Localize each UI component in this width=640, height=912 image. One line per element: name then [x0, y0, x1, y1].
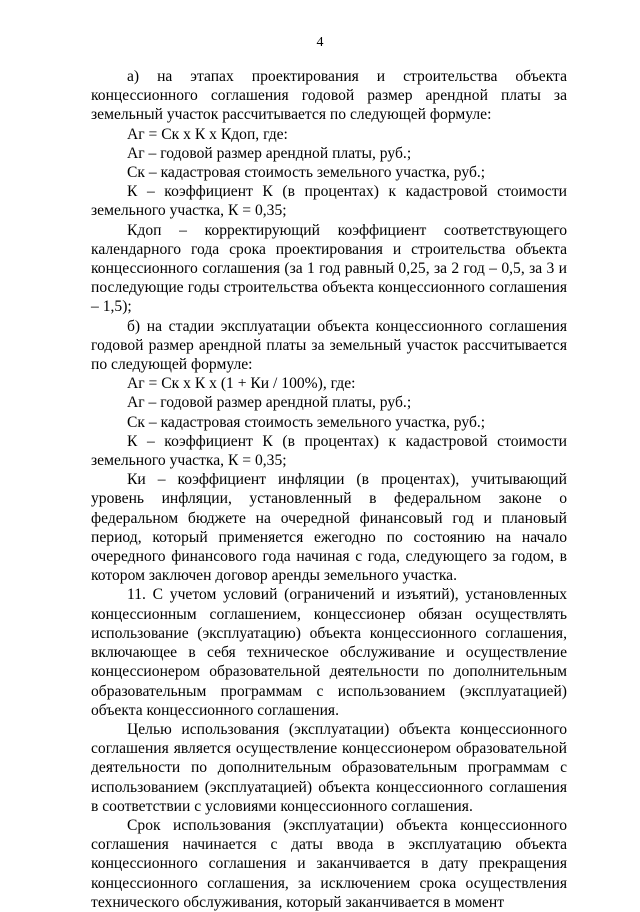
definition-kdop: Кдоп – корректирующий коэффициент соответствующего календарного года срока проектирования и строительства объекта концессионного соглашения (за 1 год равный 0,25, за 2 год – 0,5, за 3 и последующие годы строительства объекта концессионного соглашения – 1,5); [91, 221, 567, 316]
definition-ag-b: Аг – годовой размер арендной платы, руб.; [127, 394, 412, 412]
definition-k-b: К – коэффициент К (в процентах) к кадастровой стоимости земельного участка, К = 0,35; [91, 432, 567, 470]
formula-b: Аг = Ск х К х (1 + Ки / 100%), где: [127, 375, 356, 393]
definition-ag: Аг – годовой размер арендной платы, руб.; [127, 144, 412, 162]
page-number: 4 [316, 35, 324, 50]
definition-ki: Ки – коэффициент инфляции (в процентах), учитывающий уровень инфляции, установленный в федеральном законе о федеральном бюджете на очередной финансовый год и плановый период, который применяется ежегодно по состоянию на начало очередного финансового года начиная с года, следующего за годом, в котором заключен договор аренды земельного участка. [91, 471, 567, 585]
document-body [91, 67, 567, 912]
definition-sk-b: Ск – кадастровая стоимость земельного участка, руб.; [127, 413, 486, 431]
paragraph-term: Срок использования (эксплуатации) объекта концессионного соглашения начинается с даты ввода в эксплуатацию объекта концессионного соглашения и заканчивается в дату прекращения концессионного соглашения, за исключением срока осуществления технического обслуживания, который заканчивается в момент [91, 816, 567, 911]
paragraph-b-intro: б) на стадии эксплуатации объекта концессионного соглашения годовой размер арендной платы за земельный участок рассчитывается по следующей формуле: [91, 317, 567, 374]
paragraph-purpose: Целью использования (эксплуатации) объекта концессионного соглашения является осуществление концессионером образовательной деятельности по дополнительным образовательным программам с использованием (эксплуатацией) объекта концессионного соглашения в соответствии с условиями концессионного соглашения. [91, 720, 567, 815]
formula-a: Аг = Ск х К х Кдоп, где: [127, 125, 288, 143]
clause-11: 11. С учетом условий (ограничений и изъятий), установленных концессионным соглашением, концессионер обязан осуществлять использование (эксплуатацию) объекта концессионного соглашения, включающее в себя техническое обслуживание и осуществление концессионером образовательной деятельности по дополнительным образовательным программам с использованием (эксплуатацией) объекта концессионного соглашения. [91, 586, 567, 719]
paragraph-a-intro: а) на этапах проектирования и строительства объекта концессионного соглашения годовой размер арендной платы за земельный участок рассчитывается по следующей формуле: [91, 68, 567, 124]
definition-sk: Ск – кадастровая стоимость земельного участка, руб.; [127, 164, 486, 182]
definition-k: К – коэффициент К (в процентах) к кадастровой стоимости земельного участка, К = 0,35; [91, 183, 567, 220]
